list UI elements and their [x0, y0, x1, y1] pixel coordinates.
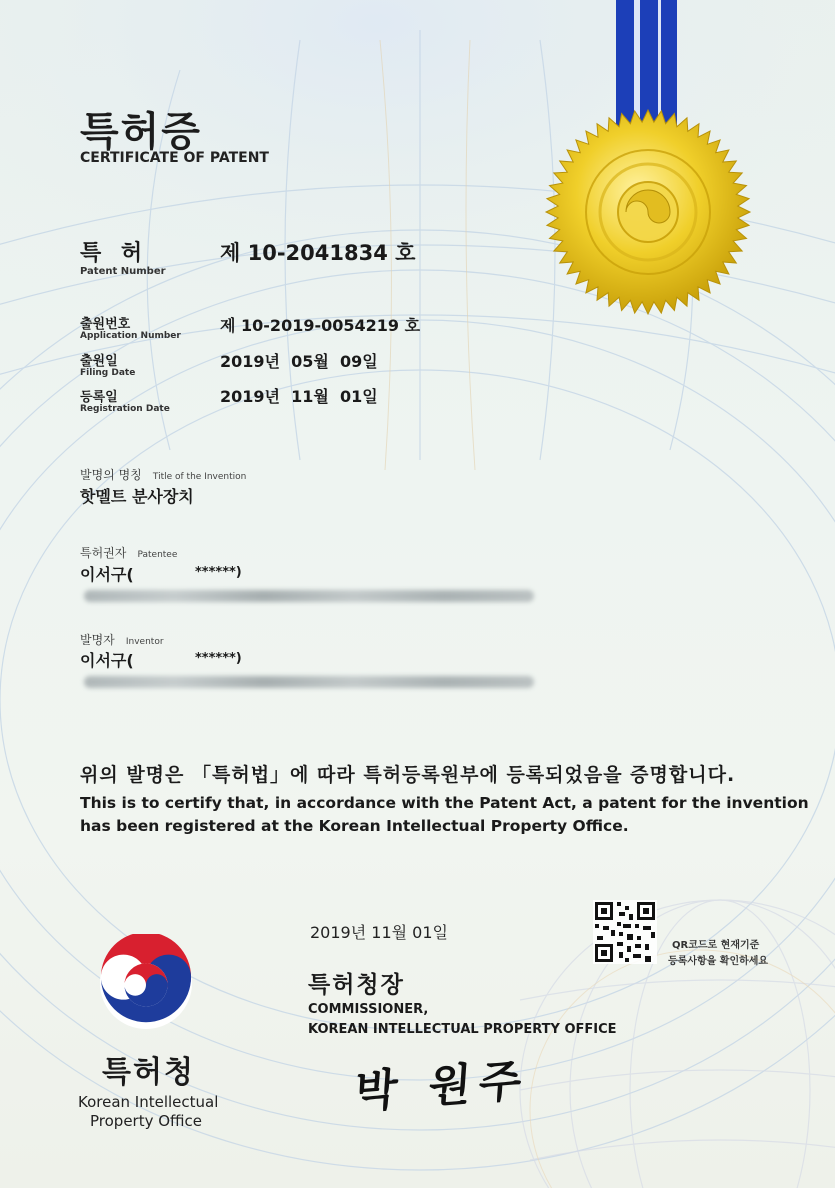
inventor-label-english: Inventor	[125, 637, 164, 647]
commissioner-title-english-line1: COMMISSIONER,	[308, 1002, 429, 1017]
commissioner-title-english-line2: KOREAN INTELLECTUAL PROPERTY OFFICE	[308, 1022, 617, 1037]
commissioner-signature: 박 원주	[353, 1054, 532, 1119]
application-number-label-english: Application Number	[80, 331, 181, 341]
patentee-id-masked: ******)	[195, 565, 242, 580]
certification-text-korean: 위의 발명은 「특허법」에 따라 특허등록원부에 등록되었음을 증명합니다.	[80, 764, 736, 786]
registration-date-label-english: Registration Date	[80, 404, 170, 414]
kipo-name-english-line2: Property Office	[90, 1112, 203, 1130]
certificate-title: 특허증	[80, 109, 202, 155]
kipo-name-korean: 특허청	[102, 1055, 195, 1090]
commissioner-title-korean: 특허청장	[308, 972, 405, 998]
kipo-taegeuk-logo-icon	[97, 934, 195, 1032]
gold-seal	[546, 110, 750, 314]
qr-note-line2: 등록사항을 확인하세요	[668, 956, 769, 967]
patent-number-label-english: Patent Number	[80, 266, 166, 277]
certificate-title-english: CERTIFICATE OF PATENT	[80, 150, 269, 166]
inventor-heading	[80, 629, 164, 648]
inventor-name: 이서구(	[80, 651, 134, 670]
qr-note-line1: QR코드로 현재기준	[672, 940, 760, 951]
registration-date-label: 등록일	[80, 390, 118, 405]
certification-text-english-line2: has been registered at the Korean Intellectual Property Office.	[80, 817, 629, 835]
registration-date-value: 2019년 11월 01일	[220, 387, 378, 406]
patentee-label: 특허권자	[80, 546, 127, 560]
invention-title-label-english: Title of the Invention	[152, 472, 247, 482]
application-number-value: 제 10-2019-0054219 호	[220, 316, 421, 335]
certification-text-english-line1: This is to certify that, in accordance with the Patent Act, a patent for the invention	[80, 794, 809, 812]
patentee-address-redacted	[84, 590, 534, 602]
filing-date-label: 출원일	[80, 354, 118, 369]
patentee-label-english: Patentee	[137, 550, 178, 560]
issue-date: 2019년 11월 01일	[310, 923, 448, 942]
kipo-name-english-line1: Korean Intellectual	[78, 1093, 219, 1111]
invention-title-label: 발명의 명칭	[80, 468, 142, 482]
qr-code-icon	[593, 900, 657, 964]
inventor-address-redacted	[84, 676, 534, 688]
invention-title-heading	[80, 464, 246, 483]
patent-number-label: 특 허	[80, 241, 149, 266]
patentee-name: 이서구(	[80, 565, 134, 584]
ribbon	[616, 0, 677, 130]
filing-date-value: 2019년 05월 09일	[220, 352, 378, 371]
filing-date-label-english: Filing Date	[80, 368, 136, 378]
inventor-id-masked: ******)	[195, 651, 242, 666]
inventor-label: 발명자	[80, 633, 115, 647]
patentee-heading	[80, 542, 177, 561]
invention-title-value: 핫멜트 분사장치	[80, 487, 194, 506]
patent-number-value: 제 10-2041834 호	[220, 241, 416, 265]
application-number-label: 출원번호	[80, 317, 131, 332]
